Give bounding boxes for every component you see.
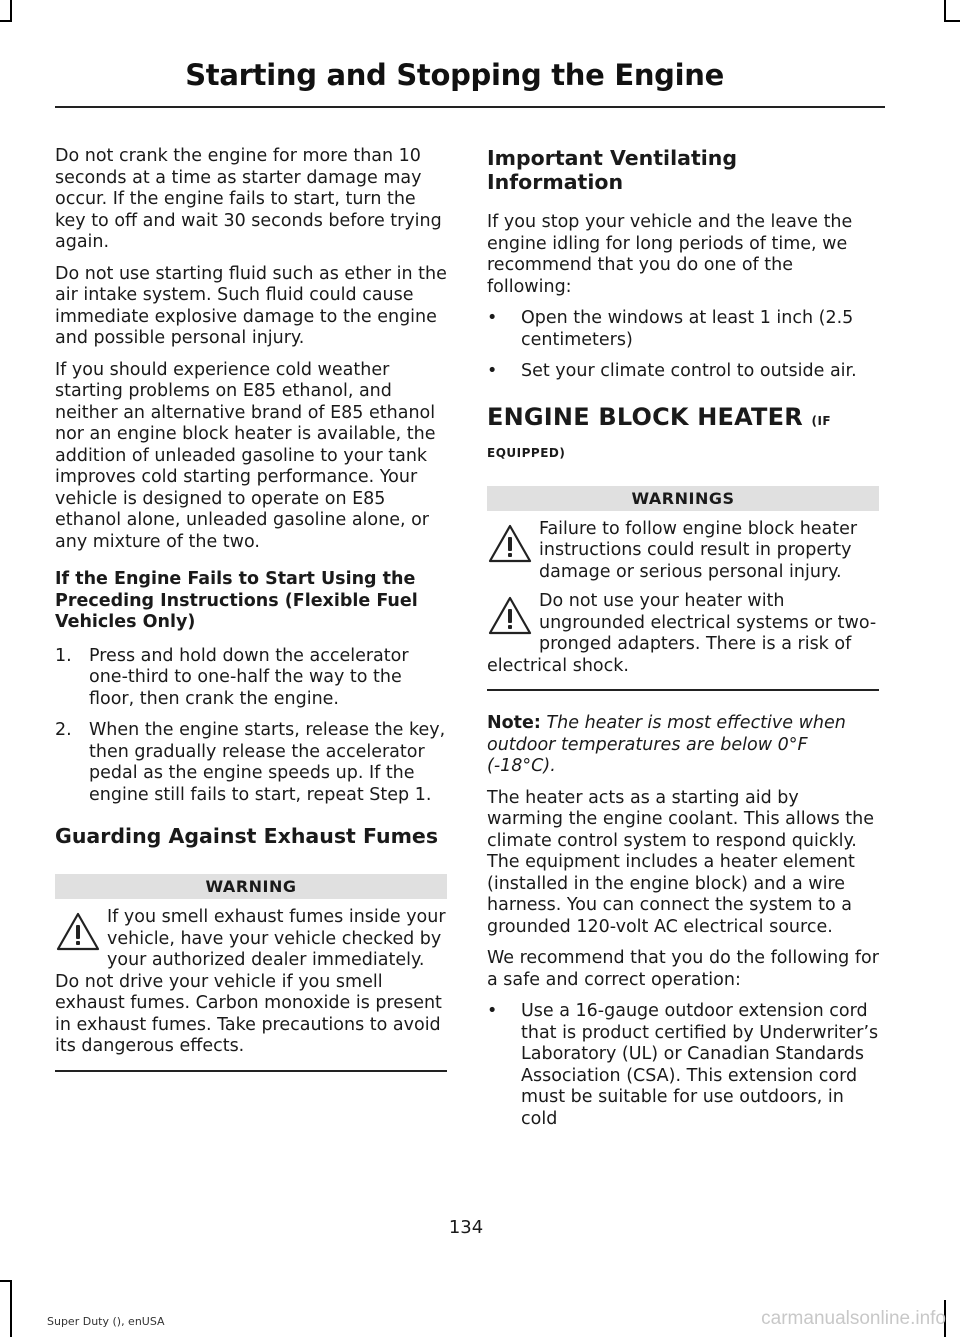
section-heading: Guarding Against Exhaust Fumes [55,824,439,848]
crop-mark [0,20,12,22]
warning-header: WARNING [55,874,447,899]
warning-text: Do not use your heater with ungrounded electrical systems or two-pronged adapters. There is a risk of electrical shock. [487,591,877,676]
document-id: Super Duty (), enUSA [47,1315,165,1328]
warnings-box [487,486,879,692]
warning-item [55,907,447,1058]
warning-item [487,591,879,677]
steps-list [55,646,447,807]
warning-bottom-rule [487,689,879,691]
note-label: Note: [487,713,541,733]
step-number: 2. [55,720,72,740]
section-heading: Important Ventilating Information [487,146,738,194]
bullet-text: Use a 16-gauge outdoor extension cord that is product certified by Underwriter’s Laboratory (UL) or Canadian Standards Association (CSA). This extension cord must be suitable for use outdoors, in cold [521,1001,879,1129]
vent-bullet-list [487,308,879,383]
page-title: Starting and Stopping the Engine [185,58,724,92]
warning-triangle-icon [55,911,101,953]
paragraph: We recommend that you do the following for a safe and correct operation: [487,948,879,990]
list-item [487,308,879,351]
warning-item [487,519,879,584]
heading-text: ENGINE BLOCK HEATER [487,402,803,431]
warning-triangle-icon [487,523,533,565]
list-item [487,1001,879,1130]
step-text: When the engine starts, release the key, then gradually release the accelerator pedal as the engine speeds up. If the engine still fails to start, repeat Step 1. [89,720,446,805]
crop-mark [0,1280,12,1282]
section-heading: If the Engine Fails to Start Using the Preceding Instructions (Flexible Fuel Vehicles Only) [55,569,418,632]
list-item [487,361,879,383]
crop-mark [10,0,12,22]
left-column [55,146,447,1072]
list-item [55,646,447,711]
paragraph: If you stop your vehicle and the leave the engine idling for long periods of time, we recommend that you do one of the following: [487,212,853,297]
right-column [487,146,879,1140]
crop-mark [944,20,960,22]
bullet-text: Open the windows at least 1 inch (2.5 centimeters) [521,308,854,350]
bullet-text: Set your climate control to outside air. [521,361,857,381]
note [487,713,879,778]
heater-bullet-list [487,1001,879,1130]
warning-bottom-rule [55,1070,447,1072]
warnings-header: WARNINGS [487,486,879,511]
warning-text: If you smell exhaust fumes inside your vehicle, have your vehicle checked by your authorized dealer immediately. Do not drive your vehicle if you smell exhaust fumes. Carbon monoxide is present in exhaust fumes. Take precautions to avoid its dangerous effects. [55,907,446,1056]
section-heading [487,403,879,467]
warning-triangle-icon [487,595,533,637]
note-text: The heater is most effective when outdoor temperatures are below 0°F (-18°C). [487,713,846,776]
list-item [55,720,447,806]
page-number: 134 [448,1217,484,1238]
warning-box [55,874,447,1072]
paragraph: The heater acts as a starting aid by warming the engine coolant. This allows the climate control system to respond quickly. The equipment includes a heater element (installed in the engine block) and a wire harness. You can connect the system to a grounded 120-volt AC electrical source. [487,787,875,937]
watermark: carmanualsonline.info [761,1308,946,1329]
header-divider [55,106,885,108]
crop-mark [10,1280,12,1337]
bullet: • [487,1001,498,1021]
paragraph: Do not use starting fluid such as ether in the air intake system. Such fluid could cause immediate explosive damage to the engine and possible personal injury. [55,263,447,348]
bullet: • [487,308,498,328]
paragraph: If you should experience cold weather starting problems on E85 ethanol, and neither an alternative brand of E85 ethanol nor an engine block heater is available, the addition of unleaded gasoline to your tank improves cold starting performance. Your vehicle is designed to operate on E85 ethanol alone, unleaded gasoline alone, or any mixture of the two. [55,359,436,552]
step-text: Press and hold down the accelerator one-third to one-half the way to the floor, then crank the engine. [89,645,409,709]
bullet: • [487,361,498,381]
crop-mark [944,0,946,22]
step-number: 1. [55,645,72,666]
paragraph: Do not crank the engine for more than 10 seconds at a time as starter damage may occur. If the engine fails to start, turn the key to off and wait 30 seconds before trying again. [55,146,442,252]
heading-suffix: (IF EQUIPPED) [487,413,832,460]
warning-text: Failure to follow engine block heater instructions could result in property damage or serious personal injury. [539,518,858,582]
